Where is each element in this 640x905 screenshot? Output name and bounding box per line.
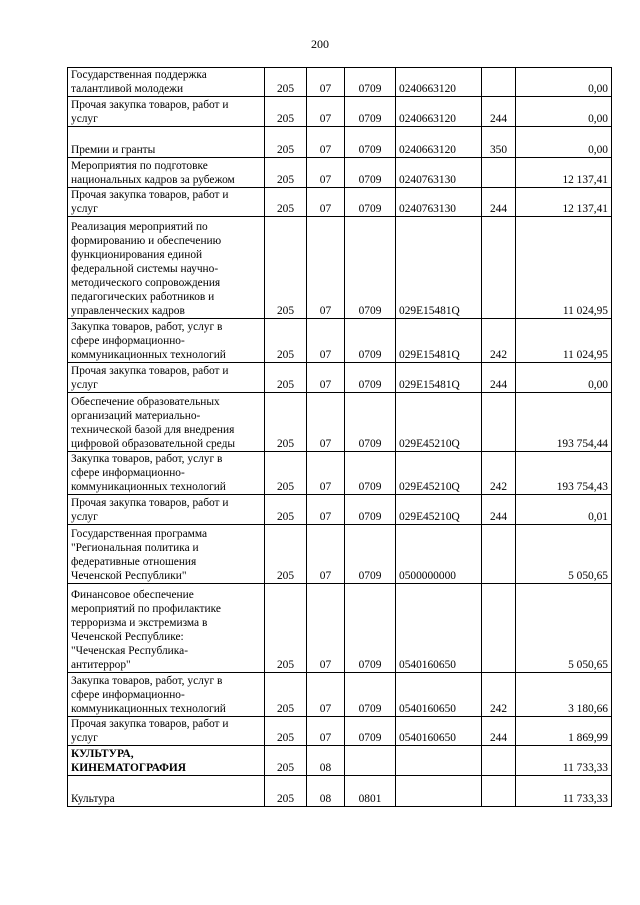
- target-article-code-cell: 0240663120: [396, 97, 482, 127]
- section-code-cell: 07: [307, 127, 345, 158]
- target-article-code-cell: 029E15481Q: [396, 217, 482, 319]
- target-article-code-cell: 029E15481Q: [396, 363, 482, 393]
- item-name-cell: Реализация мероприятий по формированию и обеспечению функционирования единой федеральной системы научно- методического сопровождения педагогических работников и управленческих кадров: [68, 217, 265, 319]
- item-name-cell: Закупка товаров, работ, услуг в сфере информационно- коммуникационных технологий: [68, 319, 265, 363]
- amount-cell: 11 733,33: [516, 746, 612, 776]
- section-code-cell: 07: [307, 158, 345, 188]
- ministry-code-cell: 205: [265, 746, 307, 776]
- expense-type-code-cell: [482, 776, 516, 807]
- table-row: [68, 217, 612, 319]
- expense-type-code-cell: 242: [482, 673, 516, 717]
- amount-cell: 0,00: [516, 127, 612, 158]
- ministry-code-cell: 205: [265, 97, 307, 127]
- amount-cell: 11 024,95: [516, 217, 612, 319]
- subsection-code-cell: 0709: [345, 158, 396, 188]
- ministry-code-cell: 205: [265, 127, 307, 158]
- section-code-cell: 07: [307, 319, 345, 363]
- section-code-cell: 07: [307, 495, 345, 525]
- amount-cell: 5 050,65: [516, 584, 612, 673]
- item-name-cell: КУЛЬТУРА, КИНЕМАТОГРАФИЯ: [68, 746, 265, 776]
- expense-type-code-cell: 242: [482, 452, 516, 495]
- item-name-cell: Прочая закупка товаров, работ и услуг: [68, 495, 265, 525]
- target-article-code-cell: 0240763130: [396, 188, 482, 217]
- item-name-cell: Государственная поддержка талантливой молодежи: [68, 68, 265, 97]
- subsection-code-cell: 0709: [345, 127, 396, 158]
- item-name-cell: Государственная программа "Региональная политика и федеративные отношения Чеченской Республики": [68, 525, 265, 584]
- target-article-code-cell: [396, 746, 482, 776]
- ministry-code-cell: 205: [265, 452, 307, 495]
- expense-type-code-cell: 244: [482, 188, 516, 217]
- subsection-code-cell: 0709: [345, 393, 396, 452]
- amount-cell: 1 869,99: [516, 717, 612, 746]
- table-row: [68, 127, 612, 158]
- subsection-code-cell: 0709: [345, 717, 396, 746]
- table-row: [68, 158, 612, 188]
- amount-cell: 11 024,95: [516, 319, 612, 363]
- expense-type-code-cell: 242: [482, 319, 516, 363]
- item-name-cell: Закупка товаров, работ, услуг в сфере информационно- коммуникационных технологий: [68, 452, 265, 495]
- ministry-code-cell: 205: [265, 717, 307, 746]
- amount-cell: 0,01: [516, 495, 612, 525]
- ministry-code-cell: 205: [265, 68, 307, 97]
- amount-cell: 11 733,33: [516, 776, 612, 807]
- section-code-cell: 07: [307, 717, 345, 746]
- section-code-cell: 08: [307, 776, 345, 807]
- target-article-code-cell: 0540160650: [396, 673, 482, 717]
- item-name-cell: Прочая закупка товаров, работ и услуг: [68, 97, 265, 127]
- subsection-code-cell: 0709: [345, 673, 396, 717]
- table-row: [68, 452, 612, 495]
- section-code-cell: 07: [307, 673, 345, 717]
- table-row: [68, 525, 612, 584]
- item-name-cell: Обеспечение образовательных организаций материально- технической базой для внедрения цифровой образовательной среды: [68, 393, 265, 452]
- amount-cell: 193 754,44: [516, 393, 612, 452]
- ministry-code-cell: 205: [265, 158, 307, 188]
- page-number: 200: [311, 37, 329, 51]
- subsection-code-cell: 0709: [345, 363, 396, 393]
- ministry-code-cell: 205: [265, 776, 307, 807]
- item-name-cell: Финансовое обеспечение мероприятий по профилактике терроризма и экстремизма в Чеченской Республике: "Чеченская Республика- антитеррор": [68, 584, 265, 673]
- expense-type-code-cell: [482, 525, 516, 584]
- amount-cell: 0,00: [516, 97, 612, 127]
- subsection-code-cell: 0709: [345, 525, 396, 584]
- amount-cell: 5 050,65: [516, 525, 612, 584]
- section-code-cell: 07: [307, 584, 345, 673]
- ministry-code-cell: 205: [265, 217, 307, 319]
- target-article-code-cell: 0500000000: [396, 525, 482, 584]
- target-article-code-cell: 0540160650: [396, 717, 482, 746]
- table-row: [68, 393, 612, 452]
- ministry-code-cell: 205: [265, 525, 307, 584]
- section-code-cell: 07: [307, 188, 345, 217]
- section-code-cell: 08: [307, 746, 345, 776]
- target-article-code-cell: 0240763130: [396, 158, 482, 188]
- subsection-code-cell: 0709: [345, 495, 396, 525]
- section-code-cell: 07: [307, 452, 345, 495]
- ministry-code-cell: 205: [265, 393, 307, 452]
- ministry-code-cell: 205: [265, 584, 307, 673]
- amount-cell: 0,00: [516, 68, 612, 97]
- section-code-cell: 07: [307, 363, 345, 393]
- ministry-code-cell: 205: [265, 363, 307, 393]
- budget-table: [67, 67, 612, 807]
- table-row: [68, 363, 612, 393]
- expense-type-code-cell: [482, 158, 516, 188]
- item-name-cell: Мероприятия по подготовке национальных кадров за рубежом: [68, 158, 265, 188]
- subsection-code-cell: 0709: [345, 217, 396, 319]
- section-code-cell: 07: [307, 393, 345, 452]
- subsection-code-cell: 0709: [345, 97, 396, 127]
- amount-cell: 12 137,41: [516, 158, 612, 188]
- subsection-code-cell: 0709: [345, 188, 396, 217]
- section-code-cell: 07: [307, 97, 345, 127]
- subsection-code-cell: 0709: [345, 584, 396, 673]
- amount-cell: 3 180,66: [516, 673, 612, 717]
- subsection-code-cell: 0709: [345, 319, 396, 363]
- item-name-cell: Прочая закупка товаров, работ и услуг: [68, 717, 265, 746]
- expense-type-code-cell: 350: [482, 127, 516, 158]
- item-name-cell: Прочая закупка товаров, работ и услуг: [68, 188, 265, 217]
- subsection-code-cell: [345, 746, 396, 776]
- table-row: [68, 776, 612, 807]
- expense-type-code-cell: [482, 217, 516, 319]
- expense-type-code-cell: [482, 68, 516, 97]
- ministry-code-cell: 205: [265, 673, 307, 717]
- table-row: [68, 97, 612, 127]
- target-article-code-cell: [396, 776, 482, 807]
- table-row: [68, 717, 612, 746]
- target-article-code-cell: 029E45210Q: [396, 393, 482, 452]
- ministry-code-cell: 205: [265, 188, 307, 217]
- section-code-cell: 07: [307, 525, 345, 584]
- item-name-cell: Закупка товаров, работ, услуг в сфере информационно- коммуникационных технологий: [68, 673, 265, 717]
- subsection-code-cell: 0709: [345, 68, 396, 97]
- amount-cell: 0,00: [516, 363, 612, 393]
- expense-type-code-cell: 244: [482, 717, 516, 746]
- table-row: [68, 319, 612, 363]
- expense-type-code-cell: 244: [482, 363, 516, 393]
- target-article-code-cell: 029E45210Q: [396, 495, 482, 525]
- item-name-cell: Культура: [68, 776, 265, 807]
- expense-type-code-cell: 244: [482, 97, 516, 127]
- subsection-code-cell: 0709: [345, 452, 396, 495]
- budget-table-body: [68, 68, 612, 807]
- ministry-code-cell: 205: [265, 495, 307, 525]
- target-article-code-cell: 0240663120: [396, 68, 482, 97]
- item-name-cell: Прочая закупка товаров, работ и услуг: [68, 363, 265, 393]
- table-row: [68, 746, 612, 776]
- amount-cell: 12 137,41: [516, 188, 612, 217]
- table-row: [68, 495, 612, 525]
- target-article-code-cell: 0540160650: [396, 584, 482, 673]
- target-article-code-cell: 029E15481Q: [396, 319, 482, 363]
- expense-type-code-cell: [482, 584, 516, 673]
- item-name-cell: Премии и гранты: [68, 127, 265, 158]
- subsection-code-cell: 0801: [345, 776, 396, 807]
- amount-cell: 193 754,43: [516, 452, 612, 495]
- table-row: [68, 584, 612, 673]
- expense-type-code-cell: [482, 393, 516, 452]
- ministry-code-cell: 205: [265, 319, 307, 363]
- target-article-code-cell: 029E45210Q: [396, 452, 482, 495]
- target-article-code-cell: 0240663120: [396, 127, 482, 158]
- expense-type-code-cell: [482, 746, 516, 776]
- table-row: [68, 188, 612, 217]
- section-code-cell: 07: [307, 68, 345, 97]
- table-row: [68, 673, 612, 717]
- expense-type-code-cell: 244: [482, 495, 516, 525]
- table-row: [68, 68, 612, 97]
- section-code-cell: 07: [307, 217, 345, 319]
